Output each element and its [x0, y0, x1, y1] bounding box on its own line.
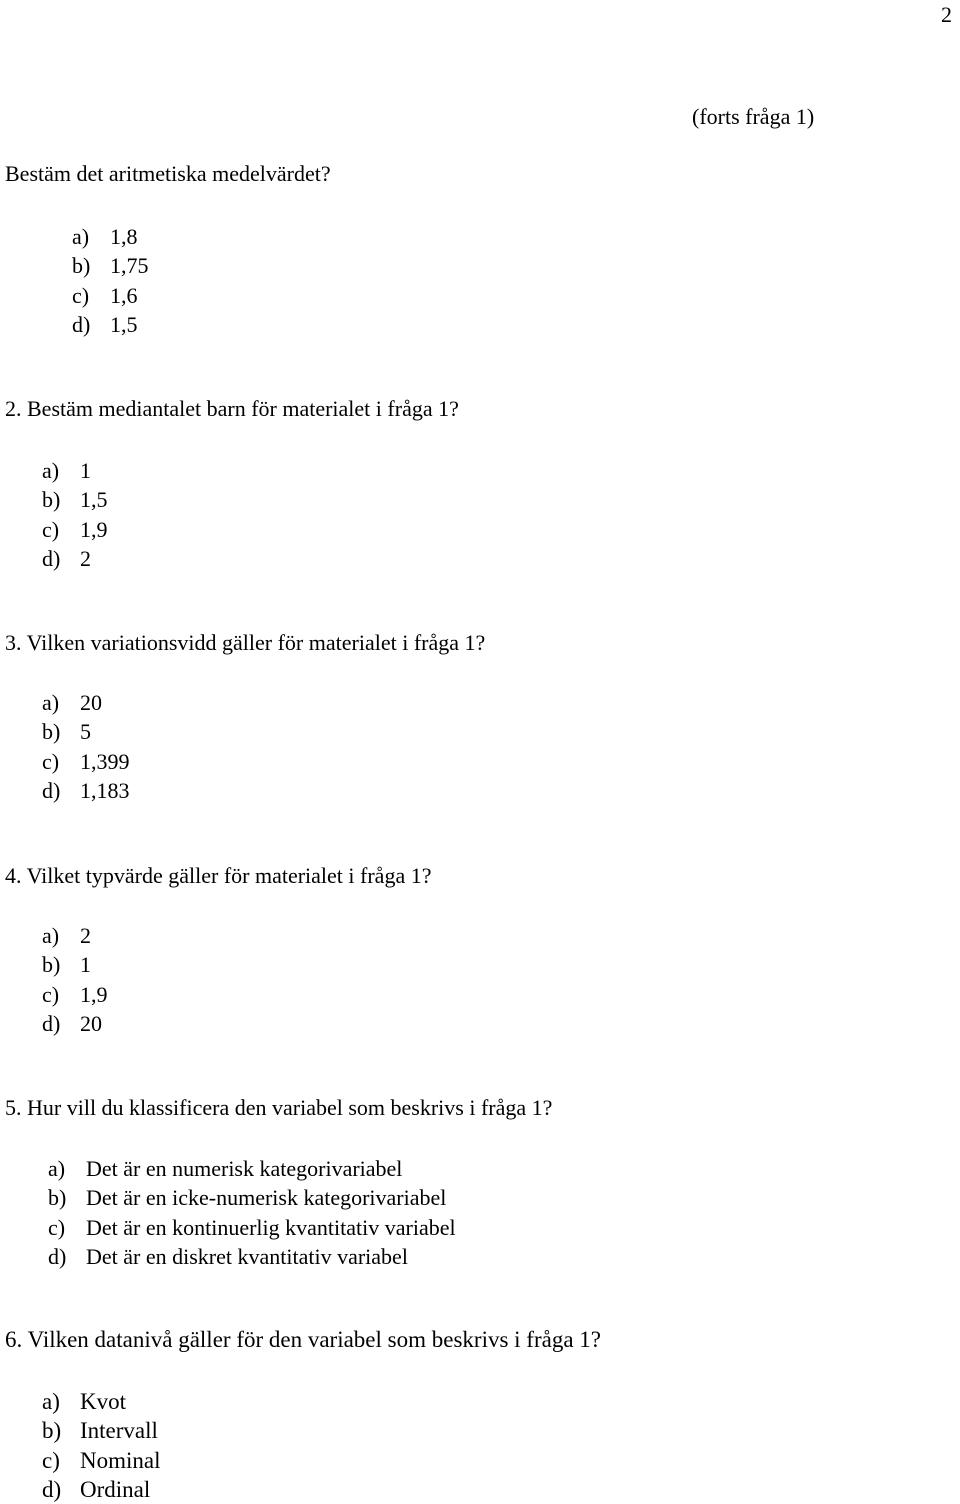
- option-text: 1: [80, 458, 91, 483]
- option-d: [42, 776, 130, 805]
- option-text: Det är en diskret kvantitativ variabel: [86, 1243, 408, 1269]
- option-text: Det är en kontinuerlig kvantitativ variabel: [86, 1214, 456, 1240]
- option-letter: d): [72, 311, 91, 337]
- option-text: 1,75: [110, 253, 149, 279]
- option-letter: c): [42, 1447, 60, 1473]
- option-text: 1,9: [80, 516, 108, 542]
- option-letter: b): [42, 719, 61, 745]
- question-4: 4. Vilket typvärde gäller för materialet i fråga 1?: [5, 863, 432, 888]
- option-c: [42, 980, 108, 1009]
- option-letter: d): [42, 1476, 62, 1502]
- option-letter: b): [42, 1418, 62, 1444]
- option-text: Kvot: [80, 1389, 126, 1414]
- option-text: 1,9: [80, 981, 108, 1007]
- option-text: Nominal: [80, 1447, 161, 1473]
- option-text: 2: [80, 923, 91, 948]
- option-c: [72, 281, 149, 310]
- option-text: 1,5: [80, 487, 108, 513]
- option-text: 5: [80, 719, 91, 745]
- option-d: [42, 544, 108, 573]
- option-letter: c): [48, 1214, 66, 1240]
- option-a: [42, 688, 130, 717]
- option-c: [48, 1213, 456, 1242]
- option-d: [48, 1242, 456, 1271]
- option-b: [42, 1416, 161, 1445]
- option-d: [42, 1475, 161, 1504]
- question-3: 3. Vilken variationsvidd gäller för materialet i fråga 1?: [5, 630, 486, 655]
- option-letter: c): [72, 282, 90, 308]
- page-number: 2: [941, 2, 952, 27]
- option-a: [42, 921, 108, 950]
- option-b: [72, 251, 149, 280]
- option-letter: a): [48, 1156, 66, 1181]
- option-letter: d): [48, 1243, 67, 1269]
- option-letter: d): [42, 545, 61, 571]
- option-text: 20: [80, 1010, 102, 1036]
- option-text: 1,5: [110, 311, 138, 337]
- option-letter: b): [72, 253, 91, 279]
- option-text: Ordinal: [80, 1476, 151, 1502]
- option-letter: a): [72, 224, 90, 249]
- option-letter: b): [48, 1185, 67, 1211]
- option-d: [42, 1009, 108, 1038]
- question-3-options: [42, 688, 130, 805]
- continuation-note: (forts fråga 1): [692, 104, 815, 129]
- question-5-options: [48, 1154, 456, 1271]
- option-a: [48, 1154, 456, 1183]
- option-text: 1,183: [80, 777, 130, 803]
- option-letter: a): [42, 1389, 60, 1414]
- option-letter: b): [42, 952, 61, 978]
- option-text: 1: [80, 952, 91, 978]
- option-b: [42, 485, 108, 514]
- option-letter: c): [42, 516, 60, 542]
- option-letter: a): [42, 923, 60, 948]
- option-a: [42, 1387, 161, 1416]
- intro-question: Bestäm det aritmetiska medelvärdet?: [5, 161, 331, 186]
- option-text: 1,399: [80, 748, 130, 774]
- option-letter: d): [42, 777, 61, 803]
- option-b: [48, 1183, 456, 1212]
- question-4-options: [42, 921, 108, 1038]
- intro-options: [72, 222, 149, 339]
- question-6: 6. Vilken datanivå gäller för den variabel som beskrivs i fråga 1?: [5, 1327, 601, 1352]
- option-letter: b): [42, 487, 61, 513]
- option-letter: d): [42, 1010, 61, 1036]
- option-text: Det är en numerisk kategorivariabel: [86, 1156, 403, 1181]
- option-letter: a): [42, 690, 60, 715]
- option-text: 20: [80, 690, 102, 715]
- option-text: 1,8: [110, 224, 138, 249]
- option-letter: c): [42, 981, 60, 1007]
- question-6-options: [42, 1387, 161, 1504]
- option-text: 1,6: [110, 282, 138, 308]
- option-letter: a): [42, 458, 60, 483]
- option-c: [42, 1446, 161, 1475]
- option-b: [42, 717, 130, 746]
- option-d: [72, 310, 149, 339]
- option-text: Det är en icke-numerisk kategorivariabel: [86, 1185, 447, 1211]
- option-a: [42, 456, 108, 485]
- option-c: [42, 747, 130, 776]
- option-text: 2: [80, 545, 91, 571]
- question-2-options: [42, 456, 108, 573]
- question-2: 2. Bestäm mediantalet barn för materialet i fråga 1?: [5, 396, 459, 421]
- option-text: Intervall: [80, 1418, 158, 1444]
- option-letter: c): [42, 748, 60, 774]
- option-b: [42, 950, 108, 979]
- option-a: [72, 222, 149, 251]
- option-c: [42, 515, 108, 544]
- question-5: 5. Hur vill du klassificera den variabel som beskrivs i fråga 1?: [5, 1095, 553, 1120]
